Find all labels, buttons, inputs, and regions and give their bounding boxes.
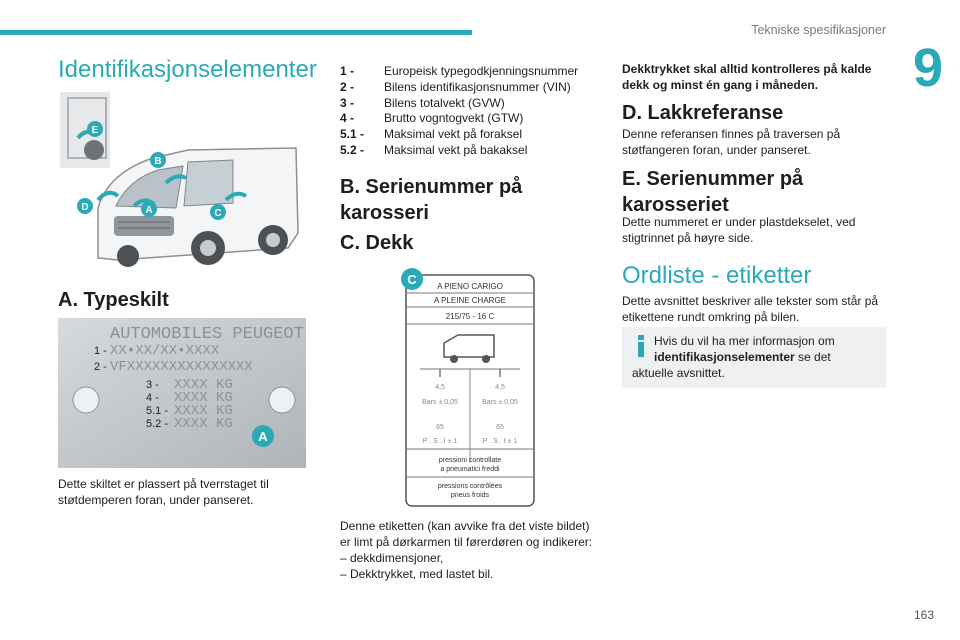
tyre-text-2: – dekkdimensjoner, [340,551,444,565]
section-title-ordliste: Ordliste - etiketter [622,262,812,289]
spec-text: Bilens identifikasjonsnummer (VIN) [384,79,571,94]
spec-text: Bilens totalvekt (GVW) [384,95,505,110]
spec-num: 5.1 - [340,127,365,142]
tyre-front-psi: 65 [436,424,444,431]
heading-serienummer-karosseri: B. Serienummer på karosseri [340,176,523,224]
tyre-front-bar-unit: Bars ± 0,05 [422,399,458,406]
tyre-rear-psi-unit: P . S . I ± 1 [482,438,518,445]
van-badge-a: A [145,205,153,216]
heading-typeskilt: A. Typeskilt [58,289,169,311]
chapter-number: 9 [912,38,944,98]
plate-badge-a: A [258,429,268,444]
heading-dekk: C. Dekk [340,232,414,254]
plate-value-2: VFXXXXXXXXXXXXXXX [110,359,253,375]
spec-text: Maksimal vekt på bakaksel [384,142,528,157]
tyre-text-1: Denne etiketten (kan avvike fra det viste bildet) er limt på dørkarmen til førerdøren og indikerer: [340,519,593,549]
tyre-rear-bar-unit: Bars ± 0,05 [482,399,518,406]
tyre-line2: A PLEINE CHARGE [433,296,507,305]
tyre-size: 215/75 - 16 C [445,312,495,321]
plate-value-52: XXXX KG [174,416,233,432]
header-title: Tekniske spesifikasjoner [751,23,886,37]
tyre-fr-1: pressions contrôlées [437,483,503,490]
van-badge-b: B [154,156,162,167]
spec-text: Brutto vogntogvekt (GTW) [384,111,524,126]
type-plate-image [58,318,306,468]
plate-num-52: 5.2 - [146,418,169,430]
plate-value-4: XXXX KG [174,390,233,406]
plate-value-51: XXXX KG [174,403,233,419]
typeskilt-text: Dette skiltet er plassert på tverrstaget til støtdemperen foran, under panseret. [58,477,269,507]
info-box [622,327,886,388]
spec-num: 2 - [340,79,355,94]
spec-text: Europeisk typegodkjenningsnummer [384,64,579,78]
plate-brand: AUTOMOBILES PEUGEOT [110,325,304,344]
list-item [340,80,600,96]
tyre-rear-psi: 65 [496,424,504,431]
plate-num-2: 2 - [94,361,107,373]
van-badge-c: C [214,208,222,219]
van-illustration [58,88,308,268]
plate-value-3: XXXX KG [174,377,233,393]
spec-text: Maksimal vekt på foraksel [384,127,523,142]
van-badge-e: E [91,125,99,136]
info-text-post: se det [794,350,831,364]
tyre-it-1: pressioni controllate [438,457,502,464]
tyre-text-3: – Dekktrykket, med lastet bil. [340,567,494,581]
spec-num: 3 - [340,95,355,110]
tyre-it-2: a pneumatici freddi [440,466,500,473]
info-icon [634,335,648,357]
tyre-front-bar: 4,5 [435,384,445,391]
plate-num-3: 3 - [146,379,159,391]
list-item [340,127,600,143]
list-item [340,143,600,159]
glossary-text: Dette avsnittet beskriver alle tekster som står på etikettene rundt omkring på bilen. [622,294,879,324]
d-text: Denne referansen finnes på traversen på støtfangeren foran, under panseret. [622,127,841,157]
plate-num-51: 5.1 - [146,405,169,417]
plate-value-1: XX•XX/XX•XXXX [110,343,220,359]
tyre-fr-2: pneus froids [450,492,490,499]
info-text-pre: Hvis du vil ha mer informasjon om [654,334,835,348]
heading-serienummer-karosseriet: E. Serienummer på karosseriet [622,168,804,216]
info-text-bold: identifikasjonselementer [654,350,795,364]
e-text: Dette nummeret er under plastdekselet, ved stigtrinnet på høyre side. [622,215,856,245]
page-number: 163 [913,608,934,622]
spec-list [340,64,600,159]
list-item [340,111,600,127]
tyre-front-psi-unit: P . S . I ± 1 [422,438,458,445]
van-badge-d: D [81,202,89,213]
plate-num-1: 1 - [94,345,107,357]
spec-num: 1 - [340,64,355,78]
tyre-line1: A PIENO CARIGO [437,282,503,291]
plate-num-4: 4 - [146,392,159,404]
section-title-identifikasjon: Identifikasjonselementer [58,56,317,83]
list-item [340,64,600,80]
spec-num: 5.2 - [340,142,365,157]
tyre-description [340,518,602,582]
spec-num: 4 - [340,111,355,126]
tyre-badge-c: C [407,272,417,287]
heading-lakkreferanse: D. Lakkreferanse [622,102,784,124]
tyre-rear-bar: 4,5 [495,384,505,391]
info-text-line3: aktuelle avsnittet. [632,366,725,380]
list-item [340,96,600,112]
header-accent-bar [0,30,472,35]
tyre-pressure-label [400,265,540,510]
pressure-note: Dekktrykket skal alltid kontrolleres på kalde dekk og minst én gang i måneden. [622,62,872,92]
info-text [654,333,880,365]
